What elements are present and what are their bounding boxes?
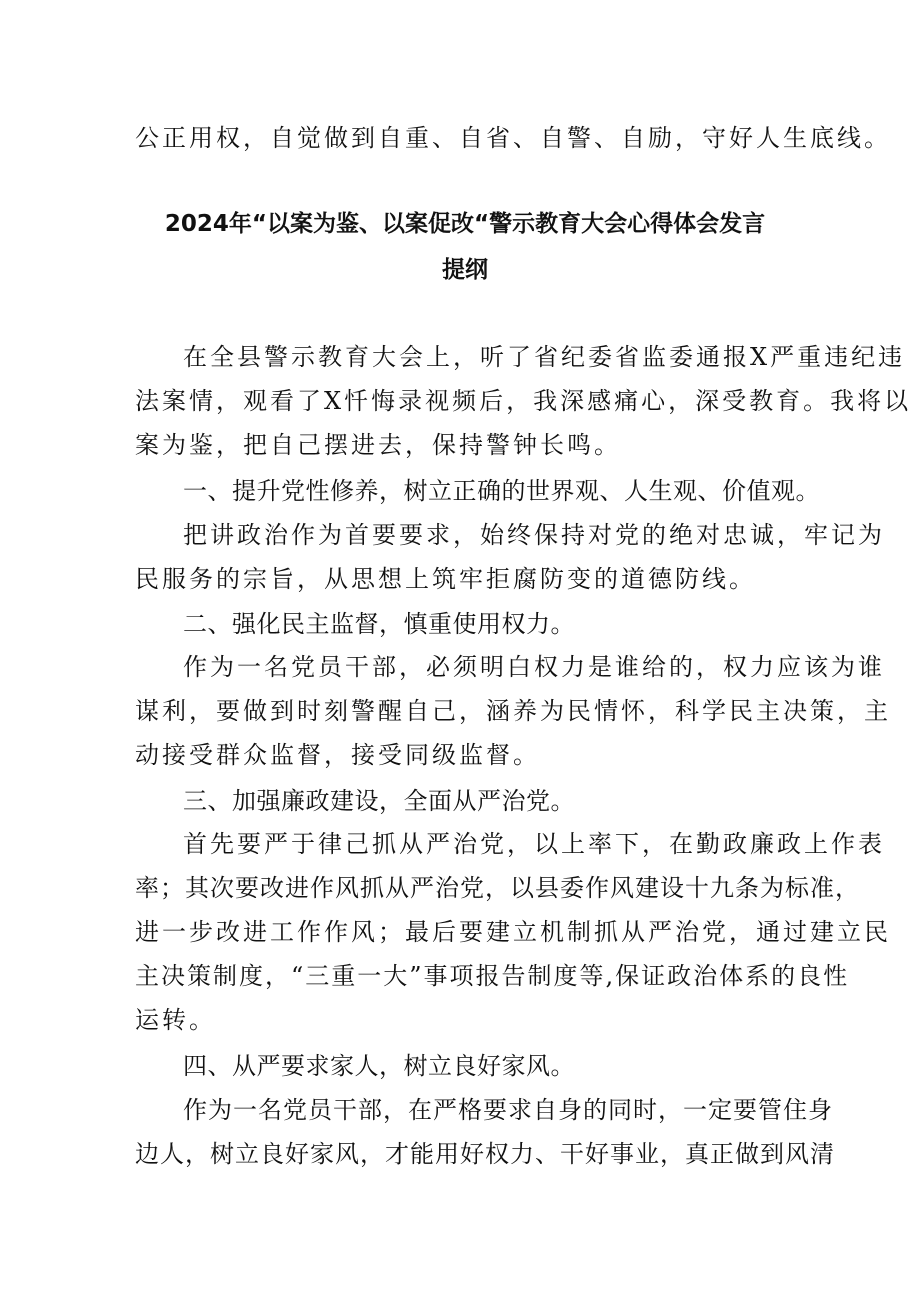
section-1-line-2: 民服务的宗旨，从思想上筑牢拒腐防变的道德防线。: [135, 565, 756, 593]
section-3-heading: 三、加强廉政建设，全面从严治党。: [183, 787, 575, 815]
section-4-line-2: 边人，树立良好家风，才能用好权力、干好事业，真正做到风清: [135, 1140, 835, 1168]
section-3-line-4: 主决策制度，“三重一大”事项报告制度等,保证政治体系的良性: [135, 962, 850, 990]
section-1-heading: 一、提升党性修养，树立正确的世界观、人生观、价值观。: [183, 477, 820, 505]
intro-line-3: 案为鉴，把自己摆进去，保持警钟长鸣。: [135, 431, 621, 459]
section-4-heading: 四、从严要求家人，树立良好家风。: [183, 1052, 575, 1080]
intro-line-2: 法案情，观看了X忏悔录视频后，我深感痛心，深受教育。我将以: [135, 387, 912, 415]
section-3-line-2: 率；其次要改进作风抓从严治党，以县委作风建设十九条为标准，: [135, 874, 860, 902]
document-title-line-2: 提纲: [442, 257, 488, 283]
section-2-line-1: 作为一名党员干部，必须明白权力是谁给的，权力应该为谁: [183, 653, 885, 681]
document-title-line-1: 2024年“以案为鉴、以案促改“警示教育大会心得体会发言: [164, 211, 766, 237]
section-2-line-2: 谋利，要做到时刻警醒自己，涵养为民情怀，科学民主决策，主: [135, 697, 891, 725]
section-3-line-1: 首先要严于律己抓从严治党，以上率下，在勤政廉政上作表: [183, 830, 885, 858]
intro-line-1: 在全县警示教育大会上，听了省纪委省监委通报X严重违纪违: [183, 343, 906, 371]
section-1-line-1: 把讲政治作为首要要求，始终保持对党的绝对忠诚，牢记为: [183, 521, 885, 549]
section-4-line-1: 作为一名党员干部，在严格要求自身的同时，一定要管住身: [183, 1096, 833, 1124]
section-3-line-3: 进一步改进工作作风；最后要建立机制抓从严治党，通过建立民: [135, 918, 891, 946]
section-3-line-5: 运转。: [135, 1006, 216, 1034]
carryover-line: 公正用权，自觉做到自重、自省、自警、自励，守好人生底线。: [135, 124, 891, 152]
section-2-heading: 二、强化民主监督，慎重使用权力。: [183, 610, 575, 638]
section-2-line-3: 动接受群众监督，接受同级监督。: [135, 741, 540, 769]
